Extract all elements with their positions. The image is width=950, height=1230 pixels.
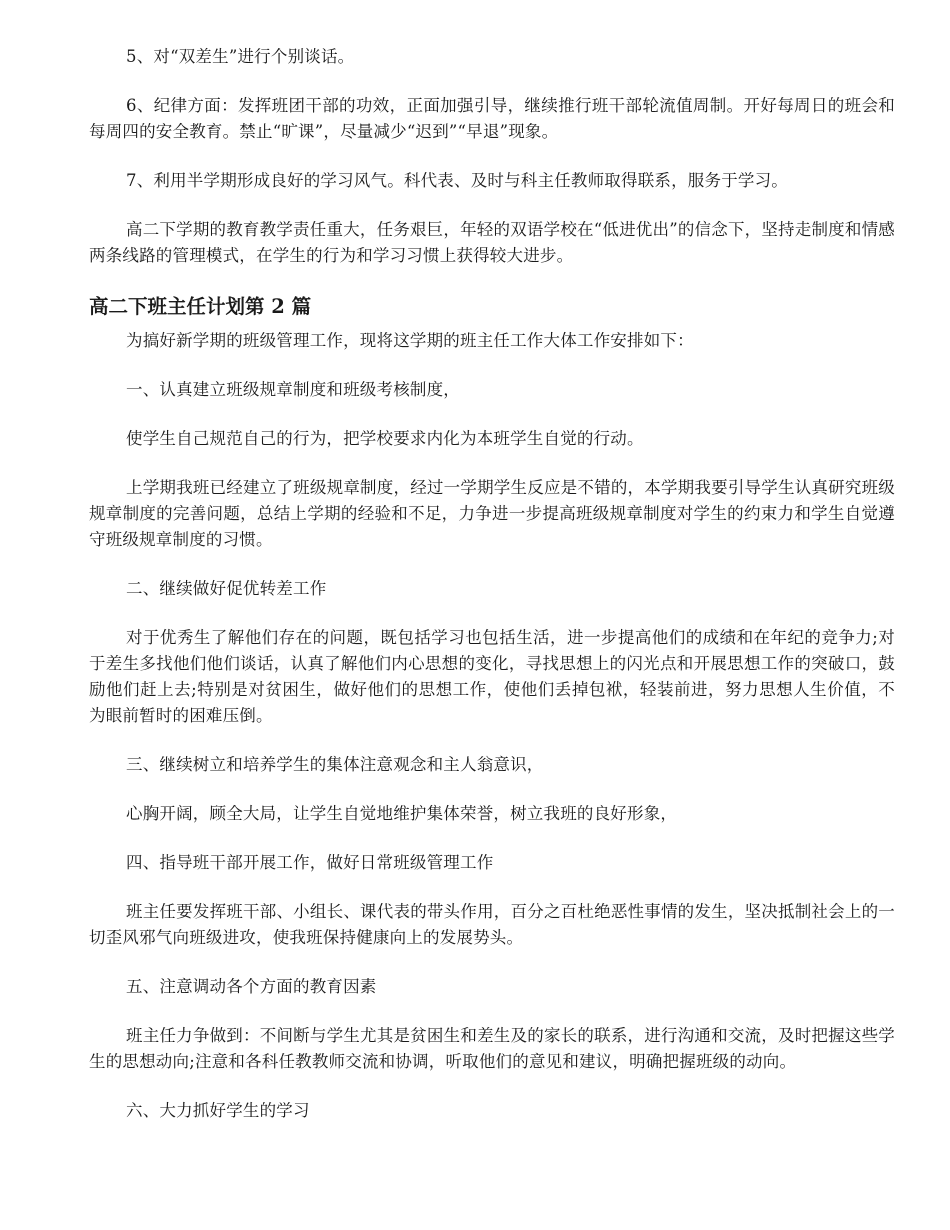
paragraph: 三、继续树立和培养学生的集体注意观念和主人翁意识， <box>126 755 544 774</box>
paragraph: 6、纪律方面：发挥班团干部的功效，正面加强引导，继续推行班干部轮流值周制。开好每周日的班会和每周四的安全教育。禁止“旷课”，尽量减少“迟到”“早退”现象。 <box>89 96 895 141</box>
paragraph: 六、大力抓好学生的学习 <box>126 1101 310 1120</box>
paragraph: 高二下学期的教育教学责任重大，任务艰巨，年轻的双语学校在“低进优出”的信念下，坚持走制度和情感两条线路的管理模式，在学生的行为和学习习惯上获得较大进步。 <box>89 220 895 265</box>
paragraph: 五、注意调动各个方面的教育因素 <box>126 977 377 996</box>
paragraph: 对于优秀生了解他们存在的问题，既包括学习也包括生活，进一步提高他们的成绩和在年纪的竞争力;对于差生多找他们他们谈话，认真了解他们内心思想的变化，寻找思想上的闪光点和开展思想工作的突破口，鼓励他们赶上去;特别是对贫困生，做好他们的思想工作，使他们丢掉包袱，轻装前进，努力思想人生价值，不为眼前暂时的困难压倒。 <box>89 628 895 725</box>
paragraph: 一、认真建立班级规章制度和班级考核制度， <box>126 380 460 399</box>
section-heading: 高二下班主任计划第 2 篇 <box>89 295 312 318</box>
document-page <box>89 44 895 1147</box>
paragraph: 班主任要发挥班干部、小组长、课代表的带头作用，百分之百杜绝恶性事情的发生，坚决抵制社会上的一切歪风邪气向班级进攻，使我班保持健康向上的发展势头。 <box>89 902 895 947</box>
paragraph: 二、继续做好促优转差工作 <box>126 579 327 598</box>
paragraph: 班主任力争做到：不间断与学生尤其是贫困生和差生及的家长的联系，进行沟通和交流，及时把握这些学生的思想动向;注意和各科任教教师交流和协调，听取他们的意见和建议，明确把握班级的动向。 <box>89 1026 895 1071</box>
paragraph: 上学期我班已经建立了班级规章制度，经过一学期学生反应是不错的，本学期我要引导学生认真研究班级规章制度的完善问题，总结上学期的经验和不足，力争进一步提高班级规章制度对学生的约束力和学生自觉遵守班级规章制度的习惯。 <box>89 478 895 549</box>
paragraph: 心胸开阔，顾全大局，让学生自觉地维护集体荣誉，树立我班的良好形象， <box>126 804 678 823</box>
paragraph: 为搞好新学期的班级管理工作，现将这学期的班主任工作大体工作安排如下： <box>126 331 694 350</box>
paragraph: 四、指导班干部开展工作，做好日常班级管理工作 <box>126 853 494 872</box>
paragraph: 使学生自己规范自己的行为，把学校要求内化为本班学生自觉的行动。 <box>126 429 644 448</box>
paragraph: 5、对“双差生”进行个别谈话。 <box>126 47 355 66</box>
paragraph: 7、利用半学期形成良好的学习风气。科代表、及时与科主任教师取得联系，服务于学习。 <box>126 171 788 190</box>
